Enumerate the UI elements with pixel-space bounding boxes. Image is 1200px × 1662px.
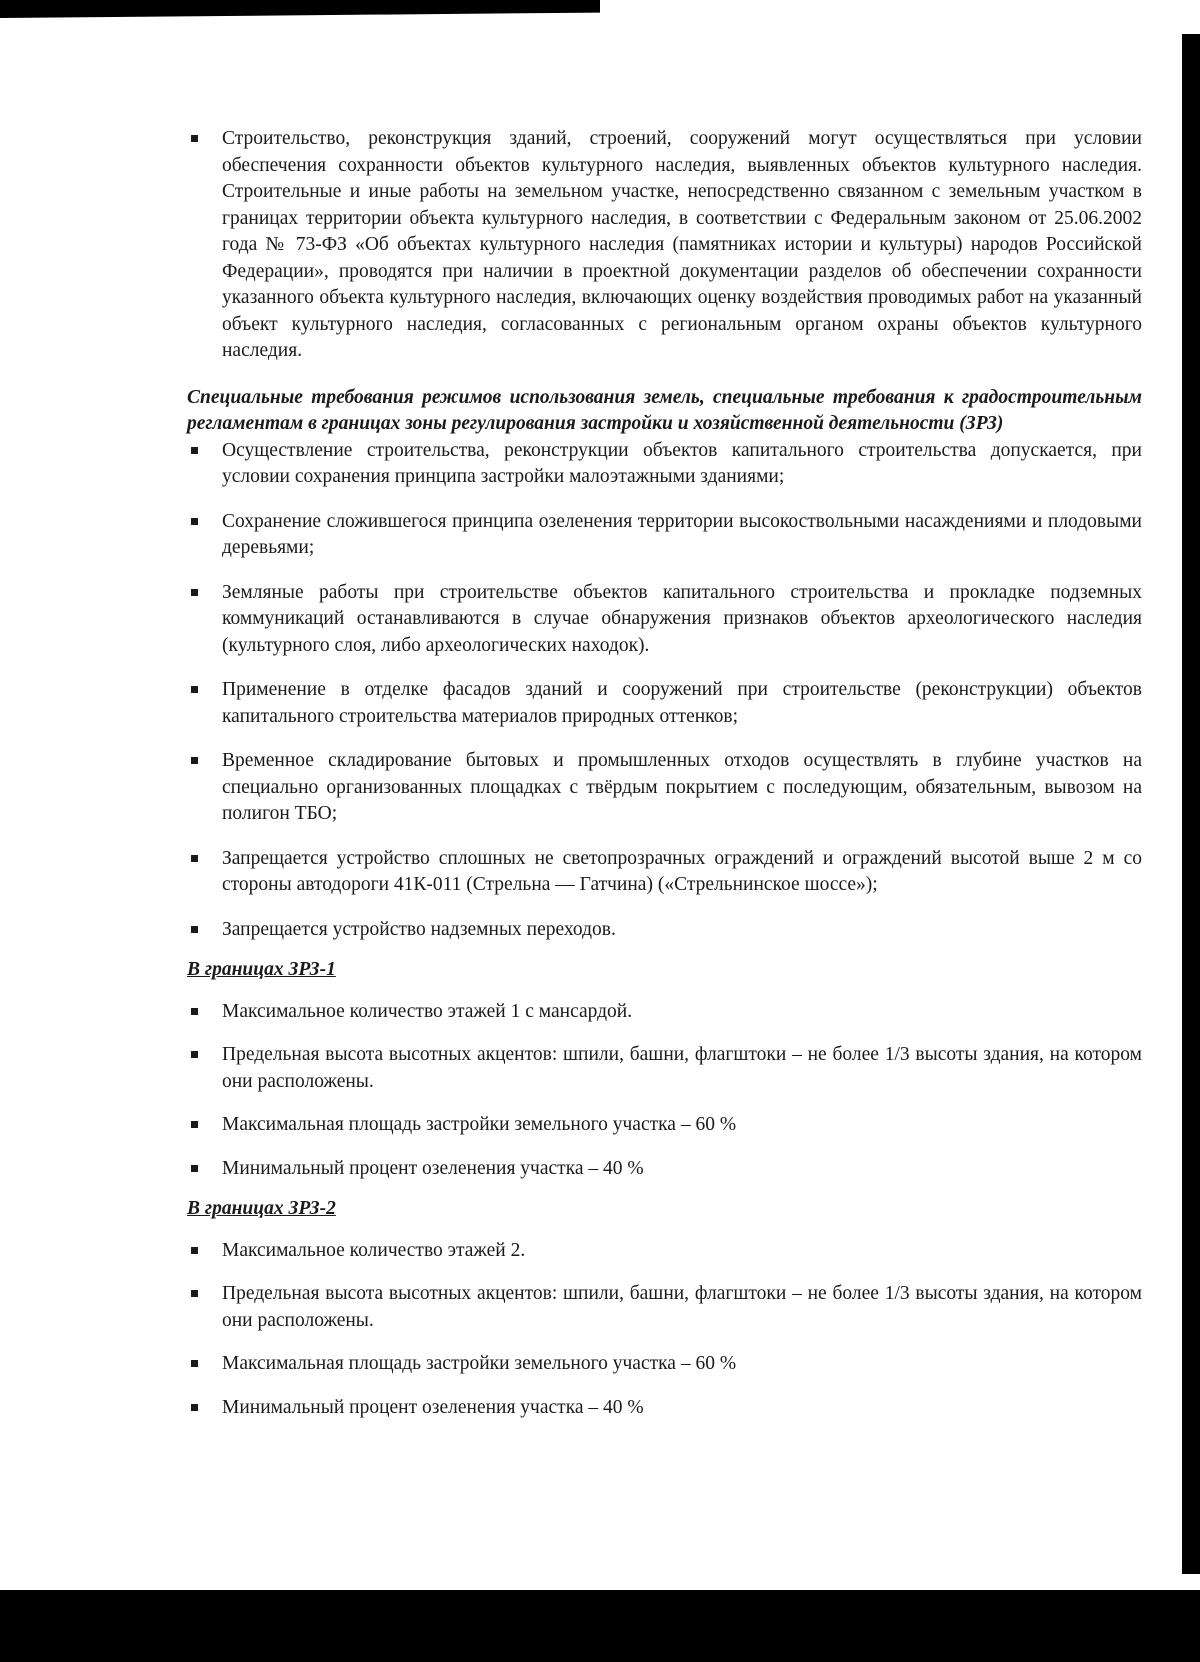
list-item: Минимальный процент озеленения участка – 40 % (187, 1395, 1142, 1422)
list-item: Строительство, реконструкция зданий, строений, сооружений могут осуществляться при условии обеспечения сохранности объектов культурного наследия, выявленных объектов культурного наследия. Строительные и иные работы на земельном участке, непосредственно связанном с земельным участком в границах территории объекта культурного наследия, в соответствии с Федеральным законом от 25.06.2002 года № 73-ФЗ «Об объектах культурного наследия (памятниках истории и культуры) народов Российской Федерации», проводятся при наличии в проектной документации разделов об обеспечении сохранности указанного объекта культурного наследия, включающих оценку воздействия проводимых работ на указанный объект культурного наследия, согласованных с региональным органом охраны объектов культурного наследия. (187, 126, 1142, 365)
list-item: Применение в отделке фасадов зданий и сооружений при строительстве (реконструкции) объектов капитального строительства материалов природных оттенков; (187, 677, 1142, 730)
list-item: Временное складирование бытовых и промышленных отходов осуществлять в глубине участков на специально организованных площадках с твёрдым покрытием с последующим, обязательным, вывозом на полигон ТБО; (187, 748, 1142, 828)
document-page (187, 126, 1142, 1438)
list-item: Максимальная площадь застройки земельного участка – 60 % (187, 1351, 1142, 1378)
list-item: Предельная высота высотных акцентов: шпили, башни, флагштоки – не более 1/3 высоты здания, на котором они расположены. (187, 1281, 1142, 1334)
scan-edge-top (0, 0, 600, 18)
list-item: Максимальная площадь застройки земельного участка – 60 % (187, 1112, 1142, 1139)
list-item: Минимальный процент озеленения участка – 40 % (187, 1156, 1142, 1183)
list-item: Сохранение сложившегося принципа озеленения территории высокоствольными насаждениями и плодовыми деревьями; (187, 509, 1142, 562)
list-item: Запрещается устройство сплошных не светопрозрачных ограждений и ограждений высотой выше 2 м со стороны автодороги 41К-011 (Стрельна — Гатчина) («Стрельнинское шоссе»); (187, 846, 1142, 899)
scan-edge-bottom (0, 1590, 1200, 1662)
list-item: Максимальное количество этажей 1 с мансардой. (187, 999, 1142, 1026)
list-item: Предельная высота высотных акцентов: шпили, башни, флагштоки – не более 1/3 высоты здания, на котором они расположены. (187, 1042, 1142, 1095)
scan-edge-right (1182, 34, 1200, 1574)
list-item: Земляные работы при строительстве объектов капитального строительства и прокладке подземных коммуникаций останавливаются в случае обнаружения признаков объектов археологического наследия (культурного слоя, либо археологических находок). (187, 580, 1142, 660)
intro-list (187, 126, 1142, 365)
list-item: Запрещается устройство надземных переходов. (187, 917, 1142, 944)
zrz2-list (187, 1238, 1142, 1422)
zrz-requirements-list (187, 438, 1142, 944)
zrz1-heading: В границах ЗРЗ-1 (187, 959, 336, 980)
list-item: Максимальное количество этажей 2. (187, 1238, 1142, 1265)
list-item: Осуществление строительства, реконструкции объектов капитального строительства допускается, при условии сохранения принципа застройки малоэтажными зданиями; (187, 438, 1142, 491)
zrz1-list (187, 999, 1142, 1183)
zrz-section-heading: Специальные требования режимов использования земель, специальные требования к градостроительным регламентам в границах зоны регулирования застройки и хозяйственной деятельности (ЗРЗ) (187, 386, 1142, 434)
zrz2-heading: В границах ЗРЗ-2 (187, 1198, 336, 1219)
